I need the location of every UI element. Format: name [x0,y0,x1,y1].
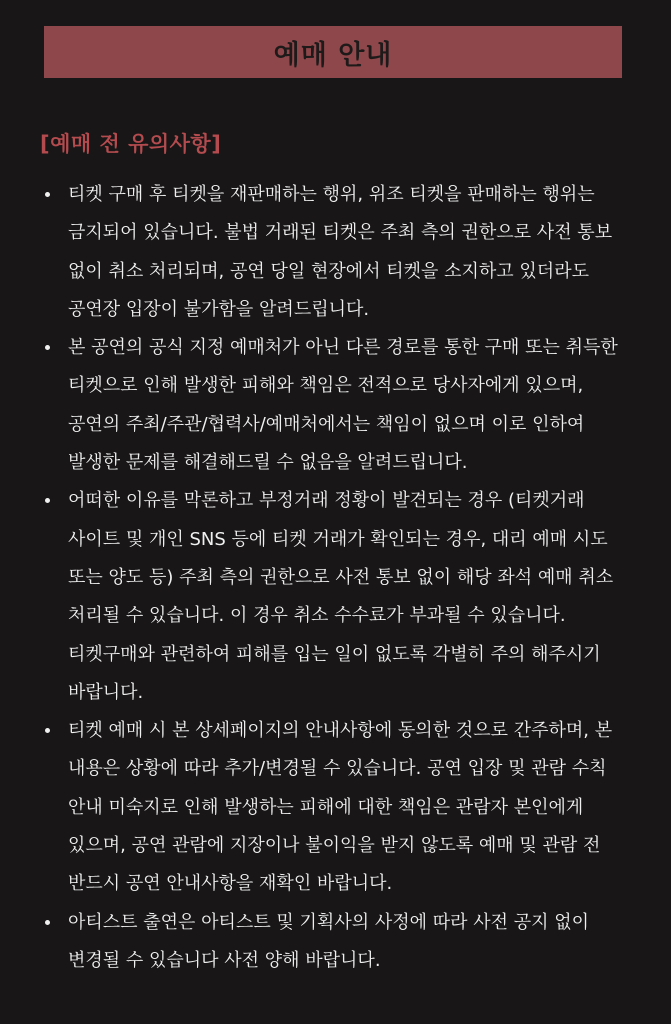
notice-item [40,482,630,712]
notice-item [40,176,630,329]
bullet-icon [45,192,50,197]
notice-item [40,329,630,482]
notice-list [40,176,630,980]
notice-item [40,904,630,981]
bullet-icon [45,498,50,503]
page-title: 예매 안내 [273,39,393,71]
bullet-icon [45,728,50,733]
bullet-icon [45,920,50,925]
notice-item [40,712,630,903]
notice-text: 본 공연의 공식 지정 예매처가 아닌 다른 경로를 통한 구매 또는 취득한 티켓으로 인해 발생한 피해와 책임은 전적으로 당사자에게 있으며, 공연의 주최/주관/협력사/예매처에서는 책임이 없으며 이로 인하여 발생한 문제를 해결해드릴 수 없음을 알려드립니다. [68,337,618,474]
title-banner [44,26,622,78]
notice-text: 아티스트 출연은 아티스트 및 기획사의 사정에 따라 사전 공지 없이 변경될 수 있습니다 사전 양해 바랍니다. [68,911,589,971]
notice-text: 티켓 예매 시 본 상세페이지의 안내사항에 동의한 것으로 간주하며, 본 내용은 상황에 따라 추가/변경될 수 있습니다. 공연 입장 및 관람 수칙 안내 미숙지로 인해 발생하는 피해에 대한 책임은 관람자 본인에게 있으며, 공연 관람에 지장이나 불이익을 받지 않도록 예매 및 관람 전 반드시 공연 안내사항을 재확인 바랍니다. [68,720,613,895]
bullet-icon [45,345,50,350]
notice-text: 티켓 구매 후 티켓을 재판매하는 행위, 위조 티켓을 판매하는 행위는 금지되어 있습니다. 불법 거래된 티켓은 주최 측의 권한으로 사전 통보 없이 취소 처리되며, 공연 당일 현장에서 티켓을 소지하고 있더라도 공연장 입장이 불가함을 알려드립니다. [68,184,613,320]
notice-text: 어떠한 이유를 막론하고 부정거래 정황이 발견되는 경우 (티켓거래 사이트 및 개인 SNS 등에 티켓 거래가 확인되는 경우, 대리 예매 시도 또는 양도 등) 주최 측의 권한으로 사전 통보 없이 해당 좌석 예매 취소 처리될 수 있습니다. 이 경우 취소 수수료가 부과될 수 있습니다. 티켓구매와 관련하여 피해를 입는 일이 없도록 각별히 주의 해주시기 바랍니다. [68,490,614,703]
section-heading: [예매 전 유의사항] [40,132,222,156]
